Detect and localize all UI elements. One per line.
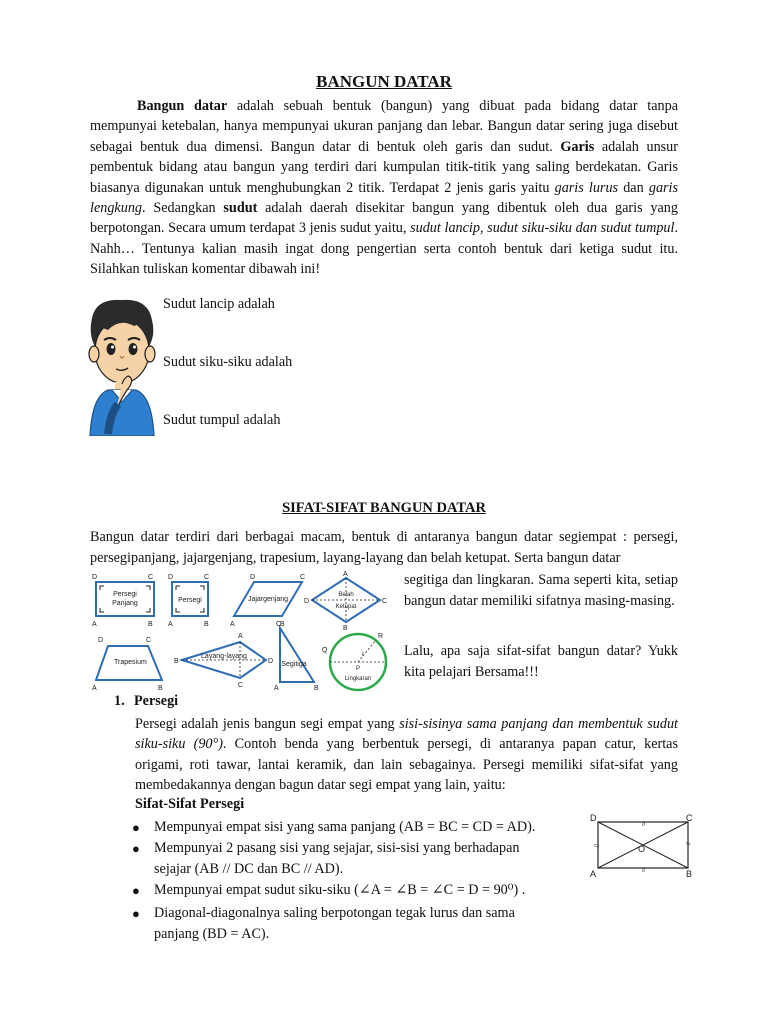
- point-q-label: Q: [322, 647, 328, 654]
- vertex-a-label: A: [168, 621, 173, 628]
- sifat-persegi-heading: Sifat-Sifat Persegi: [135, 796, 245, 812]
- vertex-c-label: C: [300, 574, 306, 581]
- term-sudut: sudut: [223, 200, 258, 217]
- vertex-a-label: A: [590, 869, 597, 878]
- belah-ketupat-shape: [304, 571, 387, 632]
- layang-layang-label: Layang-layang: [201, 653, 247, 660]
- trapesium-shape: [92, 637, 163, 692]
- tick-mark-right: //: [684, 842, 690, 846]
- persegi-shape: [168, 574, 209, 628]
- segitiga-shape: [274, 621, 319, 692]
- page-title: BANGUN DATAR: [316, 72, 452, 91]
- bullet-icon: ●: [132, 883, 140, 898]
- bullet-icon: ●: [132, 841, 140, 856]
- bullet-icon: ●: [132, 906, 140, 921]
- persegi-panjang-label-1: Persegi: [113, 591, 137, 598]
- vertex-b-label: B: [280, 621, 285, 628]
- lingkaran-shape: [322, 633, 386, 690]
- vertex-a-label: A: [238, 633, 243, 640]
- tick-mark-left: //: [592, 844, 598, 848]
- term-garis-lurus: garis lurus: [554, 179, 619, 196]
- list-item: [132, 903, 555, 945]
- section-heading-text: Persegi: [134, 693, 179, 709]
- vertex-d-label: D: [98, 637, 104, 644]
- vertex-b-label: B: [314, 685, 319, 692]
- vertex-d-label: D: [250, 574, 256, 581]
- vertex-d-label: D: [268, 658, 274, 665]
- segitiga-label: Segitiga: [281, 661, 307, 668]
- bullet-text: Mempunyai empat sisi yang sama panjang (AB = BC = CD = AD).: [154, 819, 536, 835]
- vertex-a-label: A: [92, 621, 97, 628]
- intro-paragraph: [90, 96, 678, 280]
- vertex-c-label: C: [238, 682, 244, 689]
- list-item: [132, 880, 565, 901]
- bullet-text: Mempunyai empat sudut siku-siku (∠A = ∠B = ∠C = D = 90⁰) .: [154, 882, 526, 898]
- section-heading-persegi: [114, 693, 178, 710]
- vertex-c-label: C: [276, 621, 282, 628]
- belah-ketupat-label-2: Ketupat: [335, 604, 357, 610]
- vertex-b-label: B: [343, 625, 348, 632]
- persegi-text-1: Persegi adalah jenis bangun segi empat yang: [135, 716, 400, 732]
- section-title: SIFAT-SIFAT BANGUN DATAR: [282, 500, 486, 516]
- center-p-label: P: [356, 666, 361, 672]
- persegi-label: Persegi: [178, 597, 202, 604]
- list-item: [132, 838, 555, 880]
- belah-ketupat-label-1: Belah: [338, 592, 354, 598]
- term-jenis-sudut: sudut lancip, sudut siku-siku dan sudut tumpul: [410, 220, 675, 237]
- persegi-paragraph: [135, 714, 678, 796]
- center-o-label: O: [638, 844, 646, 854]
- persegi-panjang-shape: [92, 574, 154, 628]
- shapes-illustration: [88, 570, 400, 696]
- vertex-b-label: B: [204, 621, 209, 628]
- question-sudut-tumpul: Sudut tumpul adalah: [163, 412, 281, 428]
- tick-mark-bottom: //: [642, 868, 646, 874]
- intro-text-6: . Nahh… Tentunya kalian masih ingat dong pengertian serta contoh bentuk dari ketiga sudut itu. Silahkan tuliskan komentar dibawah ini!: [90, 220, 678, 278]
- vertex-d-label: D: [304, 598, 310, 605]
- vertex-b-label: B: [174, 658, 179, 665]
- vertex-d-label: D: [590, 813, 597, 823]
- intro-text-4: . Sedangkan: [142, 200, 224, 217]
- layang-layang-shape: [174, 633, 273, 689]
- vertex-c-label: C: [148, 574, 154, 581]
- bullet-text: Diagonal-diagonalnya saling berpotongan tegak lurus dan sama panjang (BD = AC).: [154, 905, 515, 942]
- vertex-b-label: B: [686, 869, 693, 878]
- intro-text-5: adalah daerah disekitar bangun yang dibentuk oleh dua garis yang berpotongan. Secara umum terdapat 3 jenis sudut yaitu,: [90, 200, 678, 237]
- vertex-b-label: B: [158, 685, 163, 692]
- radius-label: r: [362, 652, 364, 658]
- jajargenjang-label: Jajargenjang: [247, 596, 289, 603]
- lingkaran-label: Lingkaran: [344, 676, 372, 682]
- intro-text-2: adalah unsur pembentuk bidang atau bangun yang terdiri dari kumpulan titik-titik yang saling berdekatan. Garis biasanya digunakan untuk menghubungkan 2 titik. Terdapat 2 jenis garis yaitu: [90, 138, 678, 196]
- list-item: [132, 817, 565, 838]
- bullet-text: Mempunyai 2 pasang sisi yang sejajar, sisi-sisi yang berhadapan sejajar (AB // DC dan BC // AD).: [154, 840, 520, 877]
- intro-text-1: adalah sebuah bentuk (bangun) yang dibuat pada bidang datar tanpa mempunyai ketebalan, hanya mempunyai ukuran panjang dan lebar. Bangun datar sering juga disebut sebagai bentuk dua dimensi. Bangun datar di bentuk oleh garis dan sudut.: [90, 98, 679, 155]
- vertex-d-label: D: [92, 574, 98, 581]
- term-garis: Garis: [560, 138, 595, 155]
- side-paragraph-2: Lalu, apa saja sifat-sifat bangun datar? Yukk kita pelajari Bersama!!!: [404, 643, 678, 680]
- square-diagram: [588, 812, 698, 878]
- thinking-boy-illustration: [82, 296, 160, 436]
- vertex-b-label: B: [148, 621, 153, 628]
- vertex-d-label: D: [168, 574, 174, 581]
- vertex-c-label: C: [204, 574, 210, 581]
- term-garis-lengkung: garis lengkung: [90, 179, 679, 217]
- section-number: 1.: [114, 693, 125, 709]
- vertex-a-label: A: [343, 571, 348, 578]
- vertex-a-label: A: [92, 685, 97, 692]
- vertex-c-label: C: [686, 813, 693, 823]
- term-bangun-datar: Bangun datar: [137, 98, 228, 114]
- point-r-label: R: [378, 633, 384, 640]
- vertex-a-label: A: [230, 621, 235, 628]
- side-paragraph-1: segitiga dan lingkaran. Sama seperti kita, setiap bangun datar memiliki sifatnya masing-masing.: [404, 572, 678, 609]
- sifat-intro-paragraph: Bangun datar terdiri dari berbagai macam, bentuk di antaranya bangun datar segiempat : persegi, persegipanjang, jajargenjang, trapesium, layang-layang dan belah ketupat. Serta bangun datar: [90, 529, 678, 566]
- persegi-panjang-label-2: Panjang: [112, 600, 138, 607]
- vertex-c-label: C: [382, 598, 388, 605]
- tick-mark-top: //: [642, 822, 646, 828]
- vertex-c-label: C: [146, 637, 152, 644]
- question-sudut-siku-siku: Sudut siku-siku adalah: [163, 354, 293, 370]
- persegi-text-2: . Contoh benda yang berbentuk persegi, di antaranya papan catur, kertas origami, roti tawar, lantai keramik, dan lain sebagainya. Persegi memiliki sifat-sifat yang membedakannya dengan bagun datar segi empat yang lain, yaitu:: [135, 736, 678, 794]
- bullet-icon: ●: [132, 820, 140, 835]
- trapesium-label: Trapesium: [114, 659, 147, 666]
- question-sudut-lancip: Sudut lancip adalah: [163, 296, 275, 312]
- vertex-a-label: A: [274, 685, 279, 692]
- persegi-definition: sisi-sisinya sama panjang dan membentuk sudut siku-siku (90°): [135, 716, 679, 753]
- jajargenjang-shape: [230, 574, 305, 628]
- intro-text-3: dan: [618, 179, 649, 196]
